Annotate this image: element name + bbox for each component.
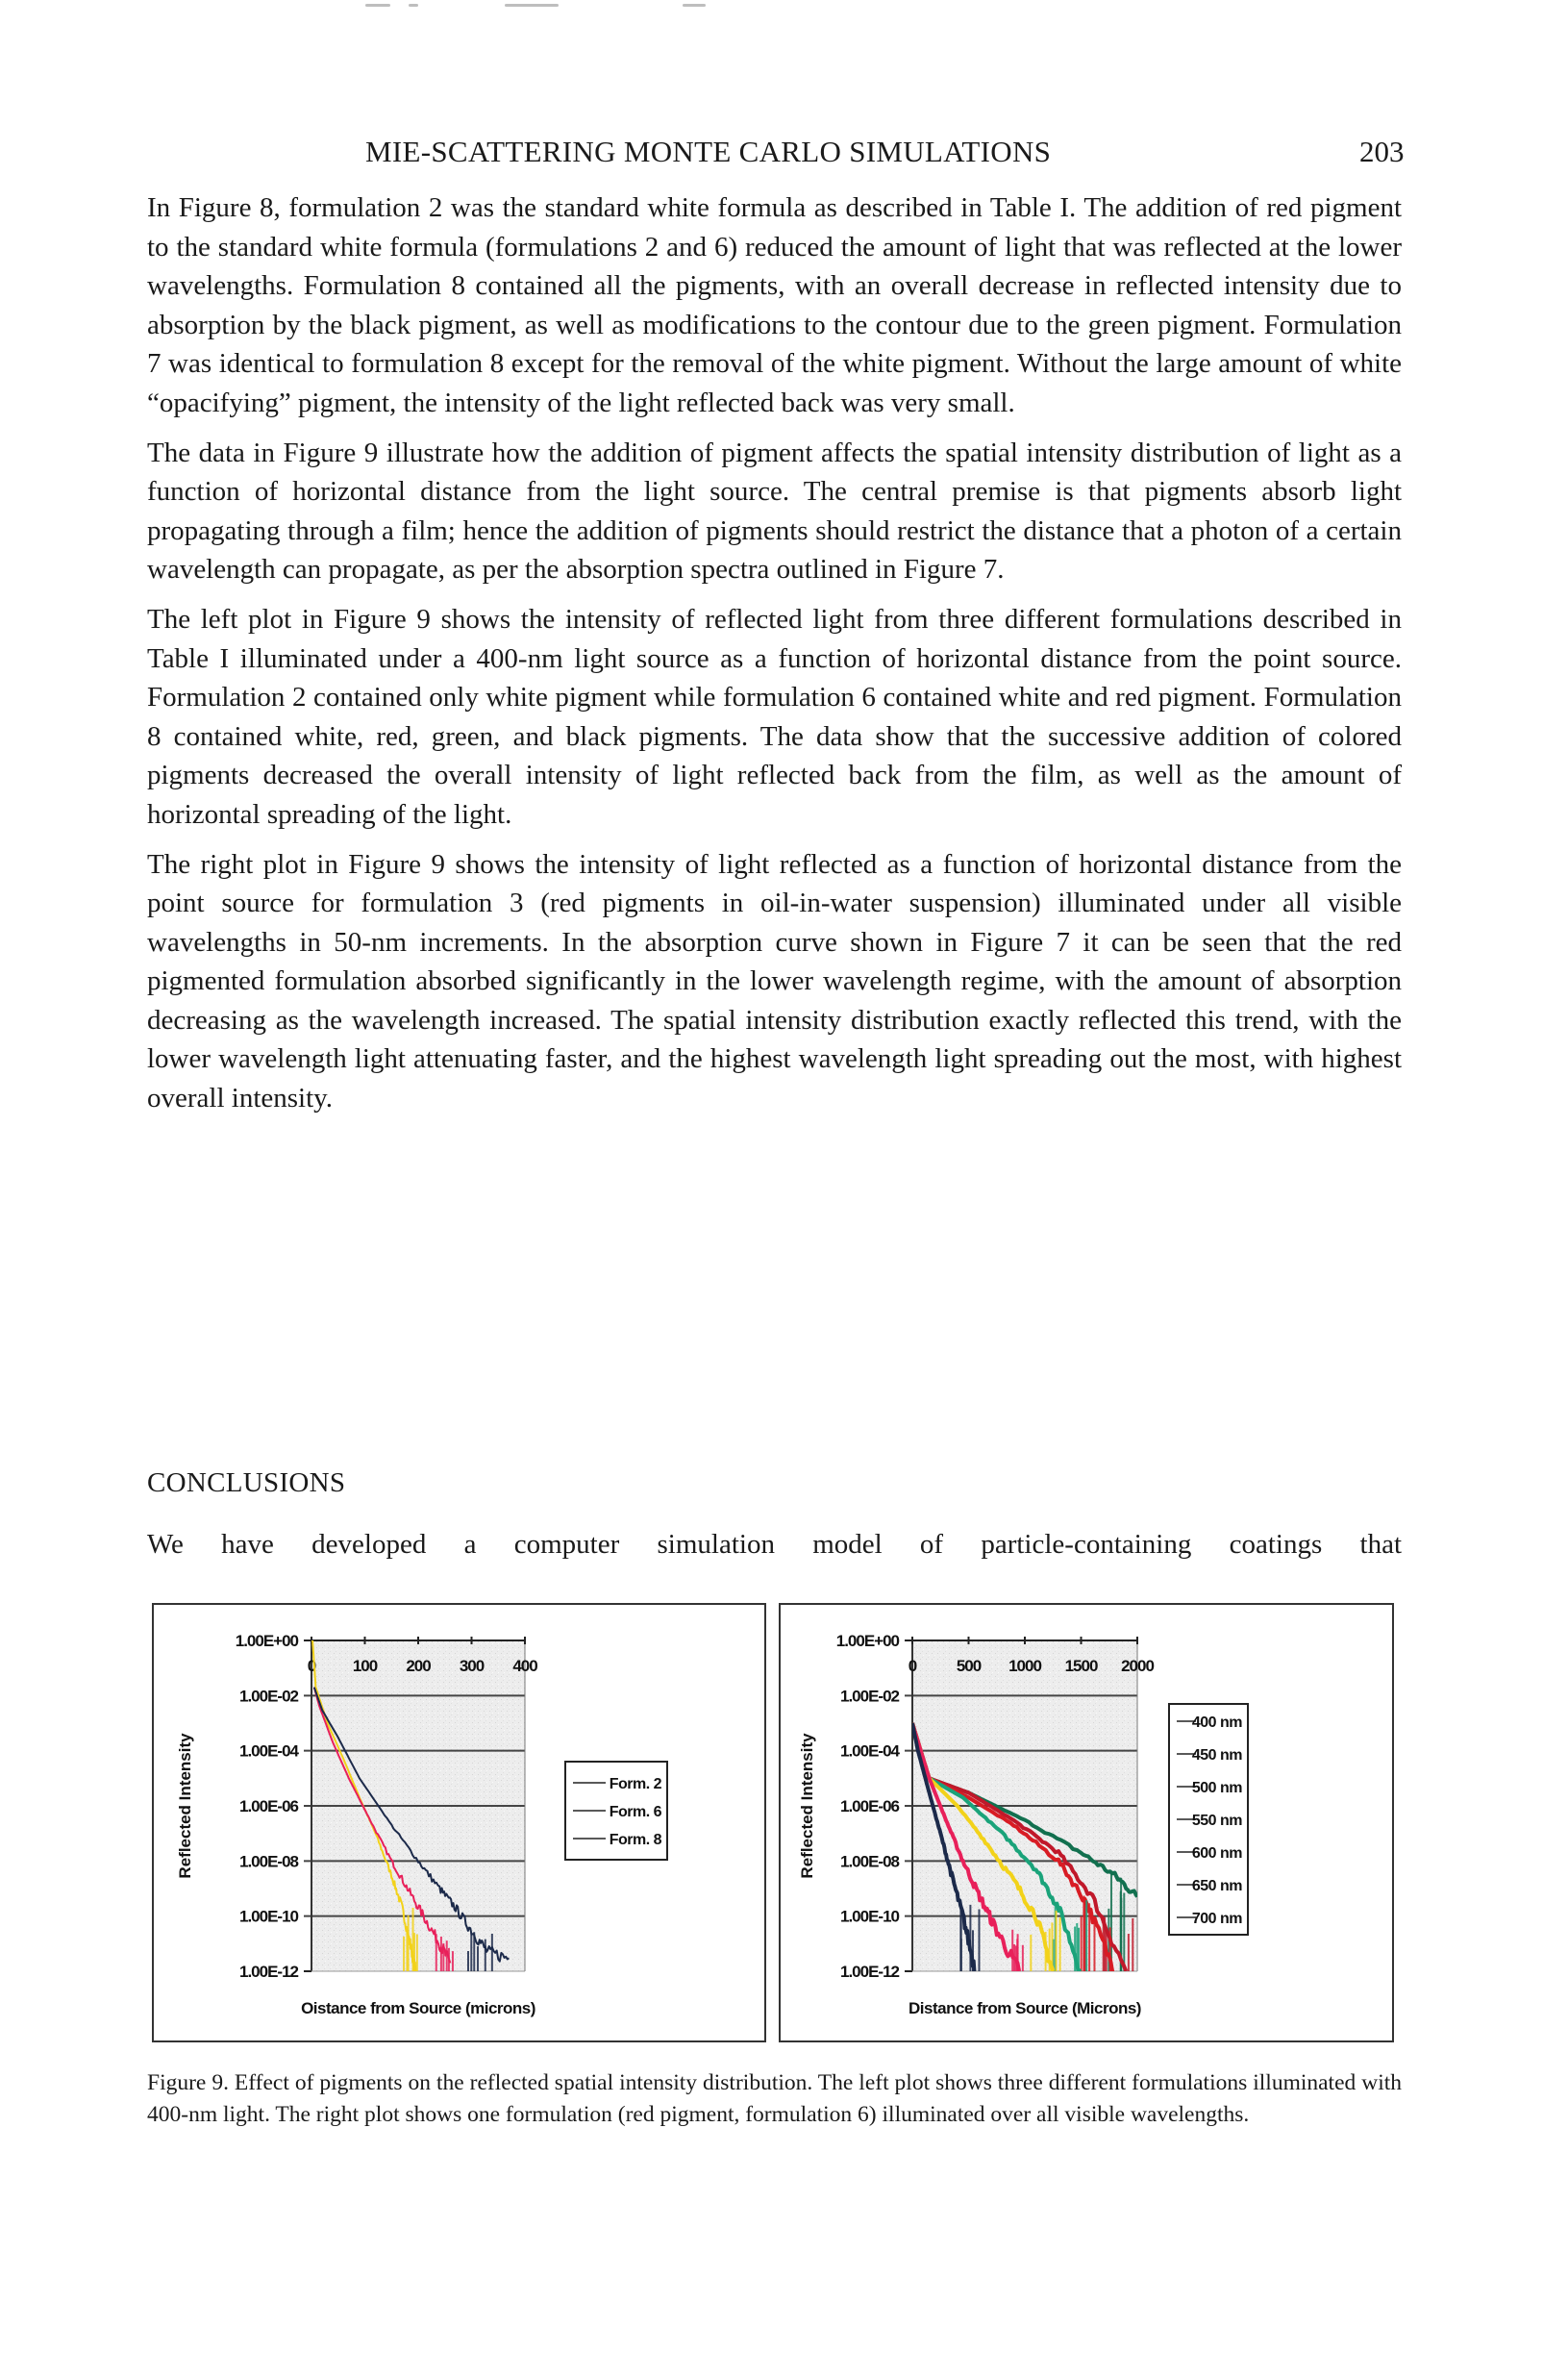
- y-tick-label: 1.00E-06: [840, 1797, 899, 1815]
- paragraph-3: The left plot in Figure 9 shows the intensity of reflected light from three different formulations described in Table I illuminated under a 400-nm light source as a function of horizontal distance from the point source. Formulation 2 contained only white pigment while formulation 6 contained white and red pigment. Formulation 8 contained white, red, green, and black pigments. The data show that the successive addition of colored pigments decreased the overall intensity of light reflected back from the film, as well as the amount of horizontal spreading of the light.: [147, 603, 1402, 830]
- scan-artifacts: [365, 0, 769, 13]
- y-tick-label: 1.00E-04: [239, 1741, 298, 1761]
- x-tick-label: 500: [956, 1657, 982, 1675]
- legend-item-label: Form. 8: [609, 1832, 661, 1848]
- x-tick-label: 0: [908, 1657, 917, 1675]
- x-tick-label: 0: [307, 1657, 316, 1675]
- x-tick-label: 400: [512, 1657, 537, 1675]
- chart-legend: [565, 1762, 667, 1860]
- y-axis-label: Reflected Intensity: [798, 1733, 816, 1879]
- y-tick-label: 1.00E-02: [239, 1687, 298, 1706]
- figure-caption: [147, 2067, 1402, 2131]
- legend-item-label: 450 nm: [1191, 1747, 1242, 1764]
- chart-right-wavelengths: [781, 1605, 1392, 2040]
- paragraph-2: The data in Figure 9 illustrate how the addition of pigment affects the spatial intensity distribution of light as a function of horizontal distance from the light source. The central premise is that pigments absorb light propagating through a film; hence the addition of pigments should restrict the distance that a photon of a certain wavelength can propagate, as per the absorption spectra outlined in Figure 7.: [147, 437, 1402, 586]
- y-tick-label: 1.00E-06: [239, 1797, 298, 1815]
- y-tick-label: 1.00E-08: [840, 1852, 899, 1871]
- legend-item-label: 650 nm: [1191, 1878, 1242, 1894]
- chart-left-formulations: [154, 1605, 764, 2040]
- y-tick-label: 1.00E+00: [835, 1632, 899, 1650]
- x-tick-label: 200: [406, 1657, 431, 1675]
- y-tick-label: 1.00E-12: [239, 1963, 298, 1981]
- legend-item-label: Form. 6: [609, 1804, 661, 1820]
- section-heading-conclusions: CONCLUSIONS: [147, 1467, 346, 1498]
- x-axis-label: Distance from Source (Microns): [908, 1999, 1141, 2017]
- legend-item-label: 550 nm: [1191, 1813, 1242, 1829]
- x-tick-label: 1000: [1008, 1657, 1041, 1675]
- paragraph-1: In Figure 8, formulation 2 was the standard white formula as described in Table I. The addition of red pigment to the standard white formula (formulations 2 and 6) reduced the amount of light that was reflected at the lower wavelengths. Formulation 8 contained all the pigments, with an overall decrease in reflected intensity due to absorption by the black pigment, as well as modifications to the contour due to the green pigment. Formulation 7 was identical to formulation 8 except for the removal of the white pigment. Without the large amount of white “opacifying” pigment, the intensity of the light reflected back was very small.: [147, 192, 1402, 418]
- figure-caption-label: Figure 9.: [147, 2070, 229, 2095]
- running-header-title: MIE-SCATTERING MONTE CARLO SIMULATIONS: [365, 135, 1052, 168]
- y-tick-label: 1.00E-02: [840, 1687, 899, 1706]
- legend-item-label: 500 nm: [1191, 1780, 1242, 1796]
- legend-item-label: 600 nm: [1191, 1845, 1242, 1862]
- y-tick-label: 1.00E+00: [235, 1632, 298, 1650]
- x-tick-label: 1500: [1064, 1657, 1098, 1675]
- figure-caption-text: Effect of pigments on the reflected spatial intensity distribution. The left plot shows three different formulations illuminated with 400-nm light. The right plot shows one formulation (red pigment, formulation 6) illuminated over all visible wavelengths.: [147, 2070, 1403, 2127]
- x-tick-label: 2000: [1121, 1657, 1154, 1675]
- y-tick-label: 1.00E-08: [239, 1852, 298, 1871]
- y-tick-label: 1.00E-04: [840, 1741, 899, 1761]
- chart-legend: [1169, 1704, 1248, 1935]
- page-number: 203: [1359, 135, 1405, 168]
- legend-item-label: 400 nm: [1191, 1715, 1242, 1731]
- figure-9-right-panel: [779, 1603, 1394, 2042]
- legend-item-label: Form. 2: [609, 1776, 661, 1792]
- legend-item-label: 700 nm: [1191, 1911, 1242, 1927]
- y-tick-label: 1.00E-10: [239, 1907, 298, 1926]
- x-axis-label: Oistance from Source (microns): [301, 1999, 535, 2017]
- paragraph-4: The right plot in Figure 9 shows the intensity of light reflected as a function of horizontal distance from the point source for formulation 3 (red pigments in oil-in-water suspension) illuminated under all visible wavelengths in 50-nm increments. In the absorption curve shown in Figure 7 it can be seen that the red pigmented formulation absorbed significantly in the lower wavelength regime, with the amount of absorption decreasing as the wavelength increased. The spatial intensity distribution exactly reflected this trend, with the lower wavelength light attenuating faster, and the highest wavelength light spreading out the most, with highest overall intensity.: [147, 848, 1402, 1114]
- x-tick-label: 300: [459, 1657, 485, 1675]
- x-tick-label: 100: [352, 1657, 378, 1675]
- y-axis-label: Reflected Intensity: [176, 1733, 194, 1879]
- body-text: [147, 188, 1402, 1129]
- y-tick-label: 1.00E-10: [840, 1907, 899, 1926]
- figure-9-left-panel: [152, 1603, 766, 2042]
- y-tick-label: 1.00E-12: [840, 1963, 899, 1981]
- conclusions-first-line: We have developed a computer simulation model of particle-containing coatings that: [147, 1529, 1402, 1560]
